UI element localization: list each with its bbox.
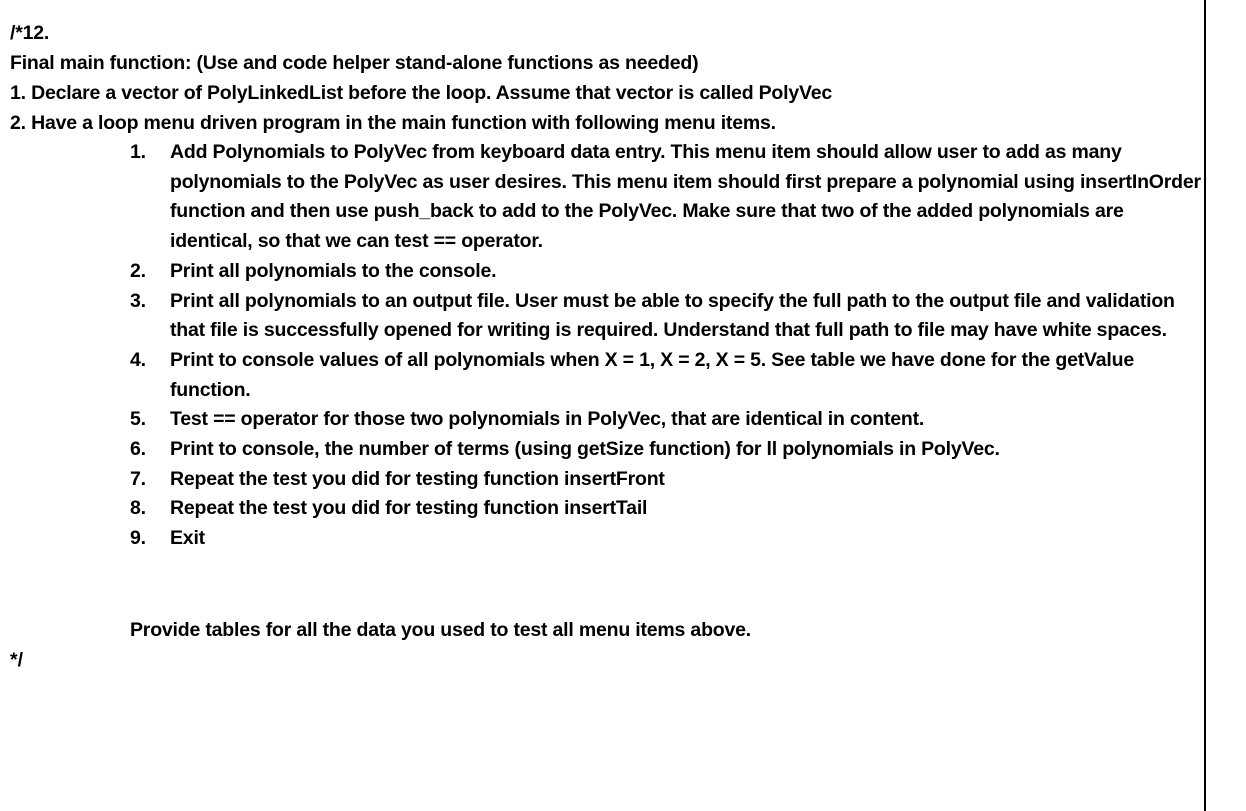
menu-item-number: 7. [130,467,146,490]
menu-items-list [130,138,1202,554]
menu-item-text: Print to console values of all polynomials when X = 1, X = 2, X = 5. See table we have done for the getValue function. [170,348,1134,401]
menu-item-text: Add Polynomials to PolyVec from keyboard data entry. This menu item should allow user to add as many polynomials to the PolyVec as user desires. This menu item should first prepare a polynomial using insertInOrder function and then use push_back to add to the PolyVec. Make sure that two of the added polynomials are identical, so that we can test == operator. [170,141,1201,253]
menu-item-9 [130,524,1202,554]
menu-item-number: 9. [130,527,146,550]
menu-item-text: Print all polynomials to the console. [170,259,497,282]
menu-item-3 [130,287,1202,346]
intro-line: Final main function: (Use and code helper stand-alone functions as needed) [10,52,699,74]
menu-item-number: 5. [130,408,146,431]
menu-item-6 [130,435,1202,465]
menu-item-4 [130,346,1202,405]
menu-item-8 [130,494,1202,524]
menu-item-text: Repeat the test you did for testing function insertFront [170,467,665,490]
menu-item-1 [130,138,1202,257]
menu-item-number: 2. [130,259,146,282]
comment-open-line: /*12. [10,22,50,44]
menu-item-number: 4. [130,348,146,371]
menu-item-7 [130,465,1202,495]
comment-close-line: */ [10,649,24,671]
menu-item-number: 3. [130,289,146,312]
menu-item-text: Print all polynomials to an output file. User must be able to specify the full path to the output file and validation that file is successfully opened for writing is required. Understand that full path to file may have white spaces. [170,289,1175,342]
tables-note: Provide tables for all the data you used to test all menu items above. [130,619,751,641]
menu-item-number: 1. [130,141,146,163]
menu-item-number: 8. [130,497,146,520]
step-2-line: 2. Have a loop menu driven program in the main function with following menu items. [10,112,776,134]
menu-item-number: 6. [130,438,146,461]
menu-item-2 [130,257,1202,287]
menu-item-5 [130,405,1202,435]
step-1-line: 1. Declare a vector of PolyLinkedList before the loop. Assume that vector is called PolyVec [10,82,833,104]
menu-item-text: Exit [170,527,205,550]
menu-item-text: Repeat the test you did for testing function insertTail [170,497,648,520]
menu-item-text: Test == operator for those two polynomials in PolyVec, that are identical in content. [170,408,925,431]
menu-item-text: Print to console, the number of terms (using getSize function) for ll polynomials in PolyVec. [170,438,1000,461]
